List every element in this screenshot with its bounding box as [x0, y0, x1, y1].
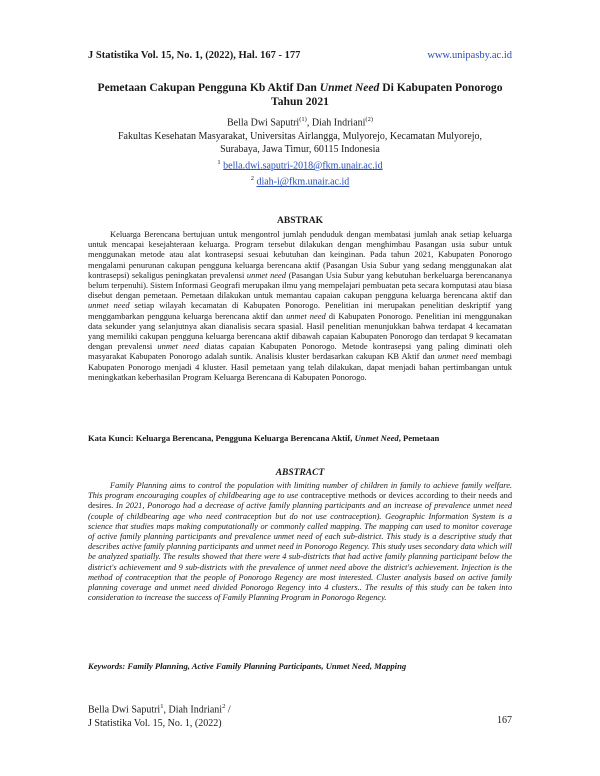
kata-kunci-end: , Pemetaan	[398, 433, 440, 443]
abstrak-italic-3: unmet need	[286, 310, 326, 321]
author-1-sup: (1)	[299, 116, 307, 123]
footer-journal: J Statistika Vol. 15, No. 1, (2022)	[88, 718, 222, 730]
abstrak-italic-1: unmet need	[246, 269, 287, 280]
kata-kunci-italic: Unmet Need	[354, 433, 399, 443]
abstrak-text-4: di Kabupaten Ponorogo. Penelitian ini menggunakan data sekunder yang selanjutnya akan dianalisis secara spasial. Hasil penelitian menunjukkan bahwa terdapat 4 kecamatan yang memiliki cakupan pengguna keluarga berencana aktif dibawah capaian Kabupaten Ponorogo dan terdapat 9 kecamatan dengan prevalensi	[88, 310, 513, 352]
abstract-text-1: Family Planning aims to control the population with limiting number of children in family to achieve family welfare. This program encouraging couples of childbearing age to use	[88, 481, 512, 501]
author-1: Bella Dwi Saputri	[227, 117, 300, 129]
footer-authors	[88, 700, 512, 717]
title-text-1: Pemetaan Cakupan Pengguna Kb Aktif Dan	[97, 81, 317, 94]
abstrak-text-3: setiap wilayah kecamatan di Kabupaten Ponorogo. Penelitian ini merupakan penelitian deskriptif yang menggambarkan pengguna keluarga berencana aktif dan	[88, 300, 512, 321]
footer-sup-2: 2	[222, 703, 226, 710]
email-2-sup: 2	[250, 175, 254, 183]
abstrak-body	[88, 229, 512, 382]
abstrak-italic-4: unmet need	[157, 341, 200, 352]
footer-slash: /	[225, 704, 231, 716]
footer-sup-1: 1	[160, 703, 164, 710]
affiliation-line-2: Surabaya, Jawa Timur, 60115 Indonesia	[220, 143, 380, 155]
author-2-sup: (2)	[365, 116, 373, 123]
affiliation-line-1: Fakultas Kesehatan Masyarakat, Universitas Airlangga, Mulyorejo, Kecamatan Mulyorejo,	[117, 130, 483, 142]
page-number: 167	[497, 715, 512, 726]
journal-url-link[interactable]: www.unipasby.ac.id	[427, 50, 512, 61]
abstrak-heading: ABSTRAK	[277, 216, 323, 226]
abstrak-text-6: membagi Kabupaten Ponorogo menjadi 4 kluster. Hasil pemetaan yang telah dilakukan, dapat menjadi bahan pertimbangan untuk meningkatkan keberhasilan Program Keluarga Berencana di Kabupaten Ponorogo.	[88, 351, 512, 382]
page-footer	[88, 700, 512, 731]
abstrak-italic-5: unmet need	[437, 351, 478, 362]
footer-author-1: Bella Dwi Saputri	[88, 704, 161, 716]
abstrak-text-5: diatas capaian Kabupaten Ponorogo. Metode kontrasepsi yang paling diminati oleh masyarakat Kabupaten Ponorogo adalah suntik. Analisis kluster berdasarkan cakupan KB Aktif dan	[88, 341, 512, 362]
kata-kunci	[88, 433, 512, 443]
email-line-1	[88, 156, 512, 173]
abstract-normal-text: contraceptive methods or devices according to their needs and desires.	[88, 491, 513, 511]
abstrak-text-1: Keluarga Berencana bertujuan untuk mengontrol jumlah penduduk dengan membatasi jumlah anak setiap keluarga untuk mencapai kesejahteraan keluarga. Program tersebut dilakukan dengan menghimbau Pasangan usia subur untuk menggunakan metode atau alat kontrasepsi sesuai kebutuhan dan keinginan. Pada tahun 2021, Kabupaten Ponorogo mengalami penurunan cakupan pengguna keluarga berencana aktif (Pasangan Usia Subur yang sedang menggunakan alat kontrasepsi) sekaligus peningkatan prevalensi	[88, 229, 512, 280]
journal-citation: J Statistika Vol. 15, No. 1, (2022), Hal. 167 - 177	[88, 50, 301, 61]
author-2: , Diah Indriani	[306, 117, 366, 129]
email-2-link[interactable]: diah-i@fkm.unair.ac.id	[256, 176, 350, 188]
title-italic: Unmet Need	[319, 81, 380, 94]
abstrak-italic-2: unmet need	[88, 300, 130, 311]
author-block	[88, 113, 512, 189]
email-line-2	[88, 172, 512, 189]
footer-author-2: , Diah Indriani	[163, 704, 223, 716]
abstract-text-2: In 2021, Ponorogo had a decrease of active family planning participants and an increase of prevalence unmet need (couple of childbearing age who need contraception but do not use contraception). Geographic Information System is a science that studies maps making computationally or commonly called mapping. The mapping can used to monitor coverage of active family planning participants and prevalence unmet need of each sub-district. This study is a descriptive study that describes active family planning participants and unmet need in Ponorogo Regency. This study uses secondary data which will be analyzed spatially. The results showed that there were 4 sub-districts that had active family planning participant below the district's achievement and 9 sub-districts with the prevalence of unmet need above the district's achievement. Injection is the method of contraception that the people of Ponorogo Regency are most interested. Cluster analysis based on active family planning coverage and unmet need divided Ponorogo Regency into 4 clusters.. The results of this study can be taken into consideration to increase the success of Family Planning Program in Ponorogo Regency.	[88, 501, 512, 603]
kata-kunci-label: Kata Kunci: Keluarga Berencana, Pengguna Keluarga Berencana Aktif,	[88, 433, 353, 443]
email-1-sup: 1	[217, 158, 221, 166]
email-1-link[interactable]: bella.dwi.saputri-2018@fkm.unair.ac.id	[223, 160, 383, 172]
title-text-2: Di Kabupaten Ponorogo Tahun 2021	[271, 81, 503, 108]
abstrak-text-2: (Pasangan Usia Subur yang kebutuhan berkeluarga berencananya belum terpenuhi). Sistem Informasi Geografi merupakan ilmu yang mempelajari pembuatan peta secara komputasi atau biasa disebut dengan pemetaan. Pemetaan dilakukan untuk memantau capaian cakupan pengguna keluarga berencana aktif dan	[88, 269, 513, 301]
keywords: Keywords: Family Planning, Active Family Planning Participants, Unmet Need, Mapping	[88, 661, 407, 671]
abstract-heading: ABSTRACT	[275, 468, 325, 478]
abstract-body	[88, 481, 512, 603]
paper-title	[88, 81, 512, 109]
author-names	[88, 113, 512, 130]
